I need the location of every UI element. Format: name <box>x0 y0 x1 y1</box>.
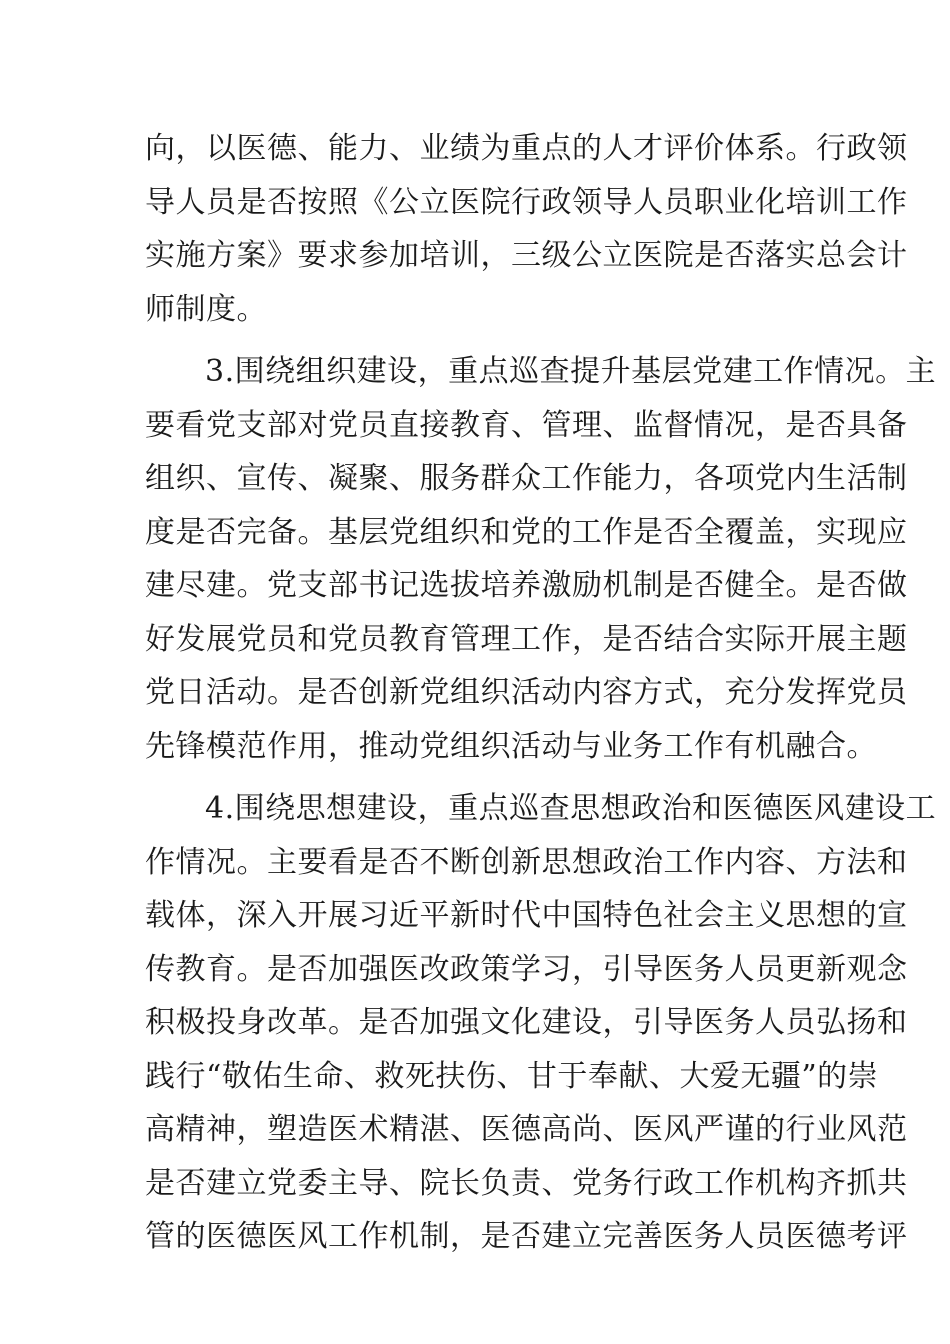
text-line: 好发展党员和党员教育管理工作，是否结合实际开展主题 <box>145 621 908 657</box>
text-line: 传教育。是否加强医改政策学习，引导医务人员更新观念 <box>145 951 908 987</box>
text-line: 实施方案》要求参加培训，三级公立医院是否落实总会计 <box>145 238 908 273</box>
text-line: 师制度。 <box>145 291 267 327</box>
text-line: 管的医德医风工作机制，是否建立完善医务人员医德考评 <box>145 1219 908 1254</box>
paragraph-organization-building <box>145 345 937 773</box>
text-line: 向，以医德、能力、业绩为重点的人才评价体系。行政领 <box>145 131 908 166</box>
text-line: 先锋模范作用，推动党组织活动与业务工作有机融合。 <box>145 728 877 764</box>
text-line: 践行“敬佑生命、救死扶伤、甘于奉献、大爱无疆”的崇 <box>145 1058 879 1094</box>
text-line: 要看党支部对党员直接教育、管理、监督情况，是否具备 <box>145 407 908 443</box>
document-body <box>145 122 937 1264</box>
text-line: 建尽建。党支部书记选拔培养激励机制是否健全。是否做 <box>145 568 908 603</box>
paragraph-ideology-building <box>145 782 937 1264</box>
text-line: 组织、宣传、凝聚、服务群众工作能力，各项党内生活制 <box>145 461 908 496</box>
text-line: 3.围绕组织建设，重点巡查提升基层党建工作情况。主 <box>205 354 937 389</box>
paragraph-spacer <box>145 773 815 782</box>
text-line: 导人员是否按照《公立医院行政领导人员职业化培训工作 <box>145 184 908 220</box>
text-line: 高精神，塑造医术精湛、医德高尚、医风严谨的行业风范 <box>145 1112 908 1147</box>
text-line: 4.围绕思想建设，重点巡查思想政治和医德医风建设工 <box>205 791 937 826</box>
paragraph-talent-evaluation <box>145 122 908 336</box>
text-line: 载体，深入开展习近平新时代中国特色社会主义思想的宣 <box>145 898 908 933</box>
text-line: 积极投身改革。是否加强文化建设，引导医务人员弘扬和 <box>145 1005 908 1040</box>
text-line: 党日活动。是否创新党组织活动内容方式，充分发挥党员 <box>145 675 908 710</box>
text-line: 是否建立党委主导、院长负责、党务行政工作机构齐抓共 <box>145 1165 908 1201</box>
text-line: 作情况。主要看是否不断创新思想政治工作内容、方法和 <box>145 844 908 880</box>
text-line: 度是否完备。基层党组织和党的工作是否全覆盖，实现应 <box>145 514 908 550</box>
paragraph-spacer <box>145 336 815 345</box>
